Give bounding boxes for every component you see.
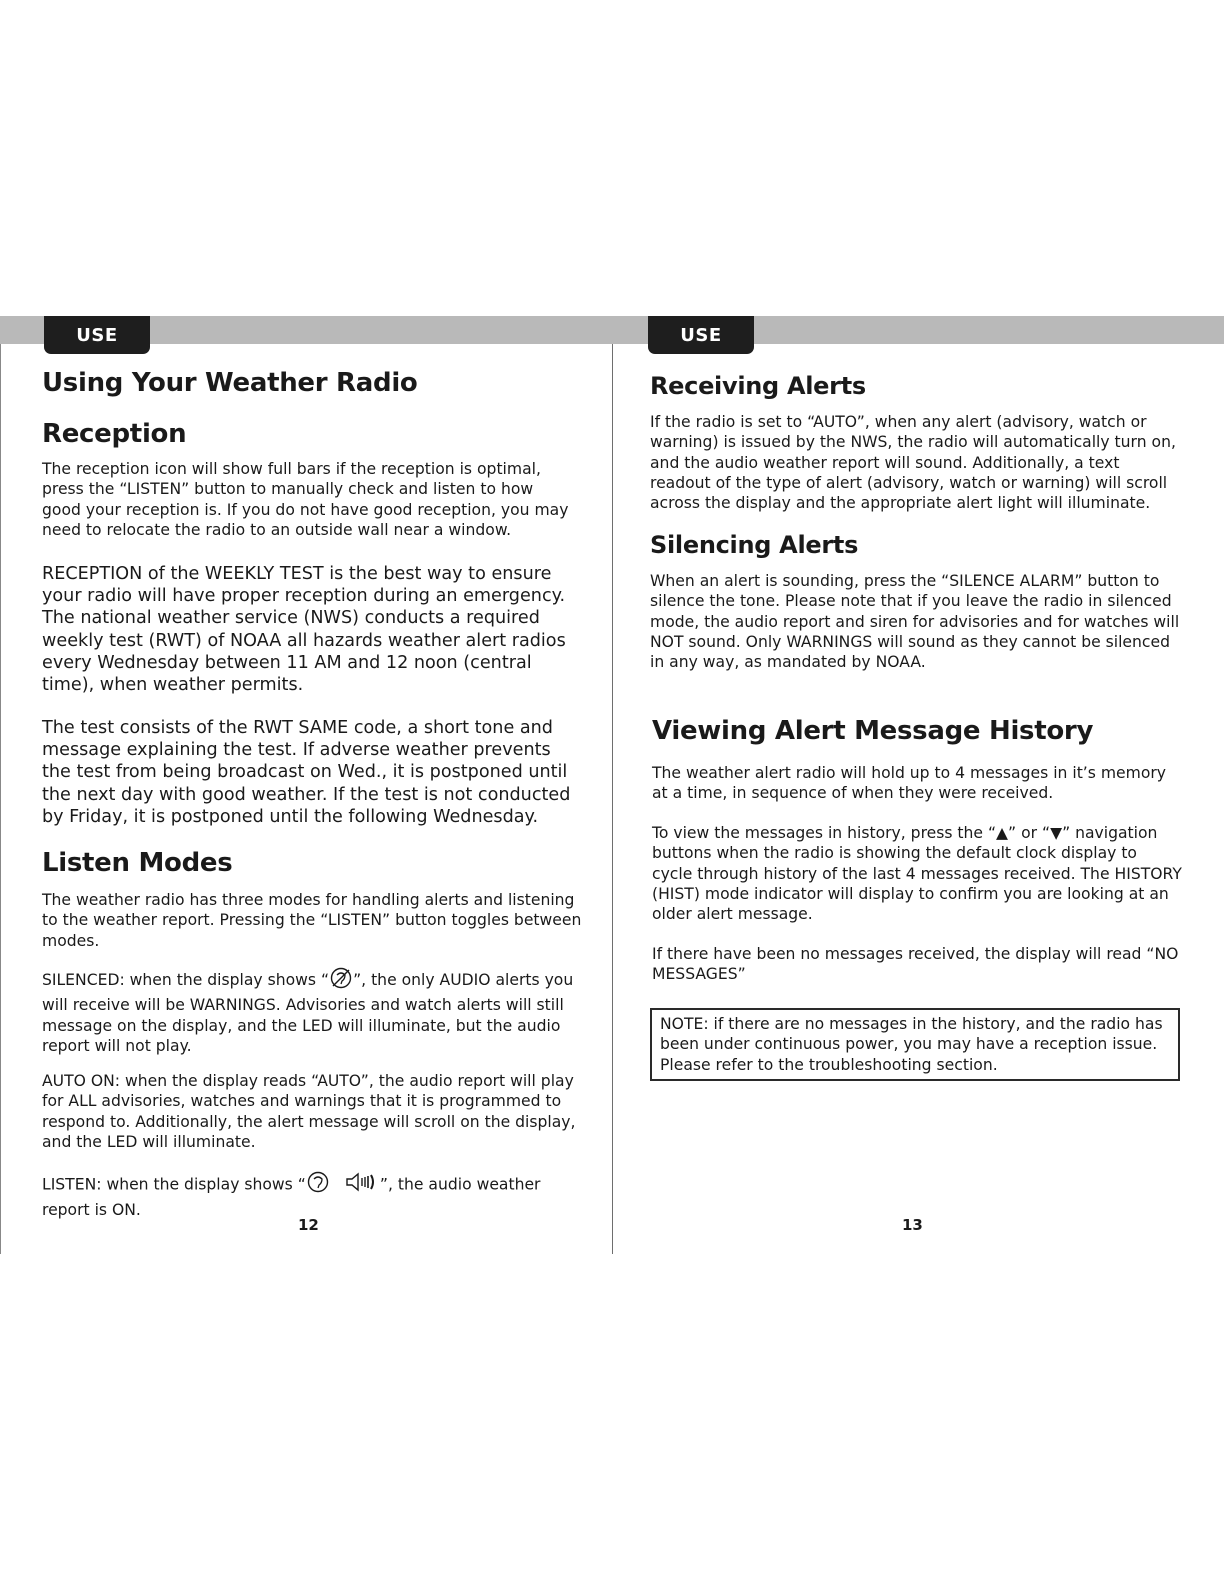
listen-post: ”, the audio weather report is ON. xyxy=(42,1175,541,1219)
listen-pre: LISTEN: when the display shows “ xyxy=(42,1175,306,1194)
reception-heading: Reception xyxy=(42,419,187,449)
note-box xyxy=(650,1008,1180,1081)
silencing-alerts-heading: Silencing Alerts xyxy=(650,531,859,559)
history-para-2: To view the messages in history, press the “▲” or “▼” navigation buttons when the radio is showing the default clock display to cycle through history of the last 4 messages received. The HISTORY (HIST) mode indicator will display to confirm you are looking at an older alert message. xyxy=(652,824,1182,924)
reception-para-3: The test consists of the RWT SAME code, a short tone and message explaining the test. If adverse weather prevents the test from being broadcast on Wed., it is postponed until the next day with good weather. If the test is not conducted by Friday, it is postponed until the following Wednesday. xyxy=(42,718,571,827)
note-text: NOTE: if there are no messages in the history, and the radio has been under continuous power, you may have a reception issue. Please refer to the troubleshooting section. xyxy=(660,1015,1163,1074)
silencing-alerts-para: When an alert is sounding, press the “SILENCE ALARM” button to silence the tone. Please note that if you leave the radio in silenced mode, the audio report and siren for advisories and for watches will NOT sound. Only WARNINGS will sound as they cannot be silenced in any way, as mandated by NOAA. xyxy=(650,572,1180,672)
receiving-alerts-para: If the radio is set to “AUTO”, when any alert (advisory, watch or warning) is issued by the NWS, the radio will automatically turn on, and the audio weather report will sound. Additionally, a text readout of the type of alert (advisory, watch or warning) will scroll across the display and the appropriate alert light will illuminate. xyxy=(650,413,1176,513)
page-title: Using Your Weather Radio xyxy=(42,368,418,398)
listen-mode-text xyxy=(42,1170,577,1221)
left-edge-line xyxy=(0,344,1,1254)
speaker-icon xyxy=(344,1172,380,1198)
page-divider xyxy=(612,344,613,1254)
history-para-1: The weather alert radio will hold up to 4 messages in it’s memory at a time, in sequence of when they were received. xyxy=(652,764,1166,803)
silenced-post: ”, the only AUDIO alerts you will receive will be WARNINGS. Advisories and watch alerts will still message on the display, and the LED will illuminate, but the audio report will not play. xyxy=(42,971,574,1055)
auto-on-mode-text: AUTO ON: when the display reads “AUTO”, the audio report will play for ALL advisories, watches and warnings that it is programmed to respond to. Additionally, the alert message will scroll on the display, and the LED will illuminate. xyxy=(42,1072,576,1151)
silenced-icon xyxy=(329,966,353,995)
silenced-mode-text xyxy=(42,966,577,1056)
page-number-left: 12 xyxy=(298,1216,319,1234)
silenced-pre: SILENCED: when the display shows “ xyxy=(42,971,330,990)
history-para-3: If there have been no messages received, the display will read “NO MESSAGES” xyxy=(652,945,1179,984)
listen-modes-heading: Listen Modes xyxy=(42,848,233,878)
history-heading: Viewing Alert Message History xyxy=(652,716,1094,746)
header-band xyxy=(0,316,1224,344)
page-number-right: 13 xyxy=(902,1216,923,1234)
section-tab-left: USE xyxy=(44,316,150,354)
section-tab-right: USE xyxy=(648,316,754,354)
reception-para-2: RECEPTION of the WEEKLY TEST is the best way to ensure your radio will have proper reception during an emergency. The national weather service (NWS) conducts a required weekly test (RWT) of NOAA all hazards weather alert radios every Wednesday between 11 AM and 12 noon (central time), when weather permits. xyxy=(42,564,566,696)
listen-modes-intro: The weather radio has three modes for handling alerts and listening to the weather report. Pressing the “LISTEN” button toggles between modes. xyxy=(42,891,582,950)
receiving-alerts-heading: Receiving Alerts xyxy=(650,372,866,400)
reception-para-1: The reception icon will show full bars if the reception is optimal, press the “LISTEN” button to manually check and listen to how good your reception is. If you do not have good reception, you may need to relocate the radio to an outside wall near a window. xyxy=(42,460,569,539)
listen-head-icon xyxy=(306,1170,330,1200)
